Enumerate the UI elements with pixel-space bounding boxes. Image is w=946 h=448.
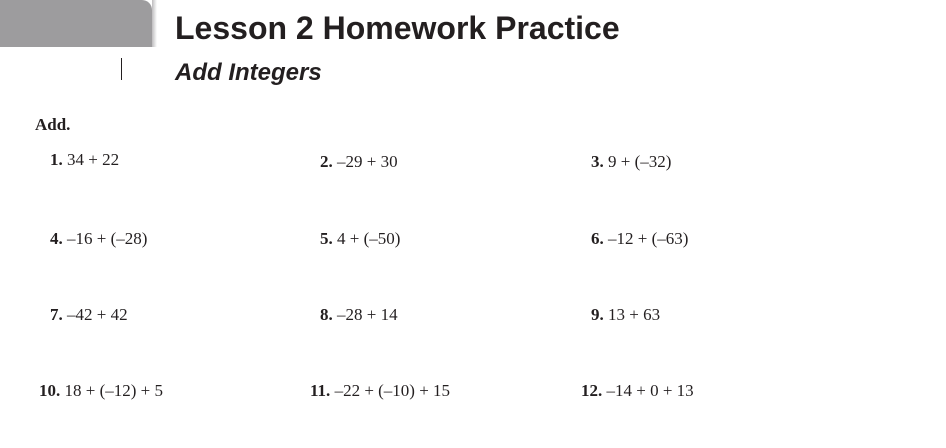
page-title: Lesson 2 Homework Practice [175,10,620,46]
problem-11 [310,381,450,401]
problem-7 [50,305,128,325]
problem-expression: –28 + 14 [337,305,398,324]
problem-8 [320,305,398,325]
problem-number: 8. [320,305,333,324]
problem-number: 1. [50,150,63,169]
problem-4 [50,229,147,249]
problem-number: 9. [591,305,604,324]
header-tab-decoration [0,0,152,47]
problem-expression: –29 + 30 [337,152,398,171]
problem-expression: –12 + (–63) [608,229,689,248]
problem-number: 10. [39,381,61,400]
problem-number: 12. [581,381,603,400]
problem-9 [591,305,660,325]
problem-5 [320,229,400,249]
problem-number: 2. [320,152,333,171]
problem-expression: –14 + 0 + 13 [606,381,694,400]
problem-number: 6. [591,229,604,248]
problem-number: 4. [50,229,63,248]
problem-number: 5. [320,229,333,248]
problem-1 [50,150,119,170]
text-cursor-mark [121,58,122,80]
problem-expression: –22 + (–10) + 15 [334,381,451,400]
problem-expression: 9 + (–32) [608,152,672,171]
problem-2 [320,152,398,172]
problem-6 [591,229,688,249]
problem-number: 11. [310,381,331,400]
problem-expression: 4 + (–50) [337,229,401,248]
problem-10 [39,381,163,401]
problem-expression: –42 + 42 [67,305,128,324]
instruction-label: Add. [35,115,71,134]
problem-expression: 18 + (–12) + 5 [64,381,163,400]
problem-12 [581,381,694,401]
problem-expression: 13 + 63 [608,305,661,324]
problem-expression: –16 + (–28) [67,229,148,248]
problem-number: 3. [591,152,604,171]
page-subtitle: Add Integers [175,59,322,86]
problem-number: 7. [50,305,63,324]
problem-3 [591,152,671,172]
problem-expression: 34 + 22 [67,150,120,169]
